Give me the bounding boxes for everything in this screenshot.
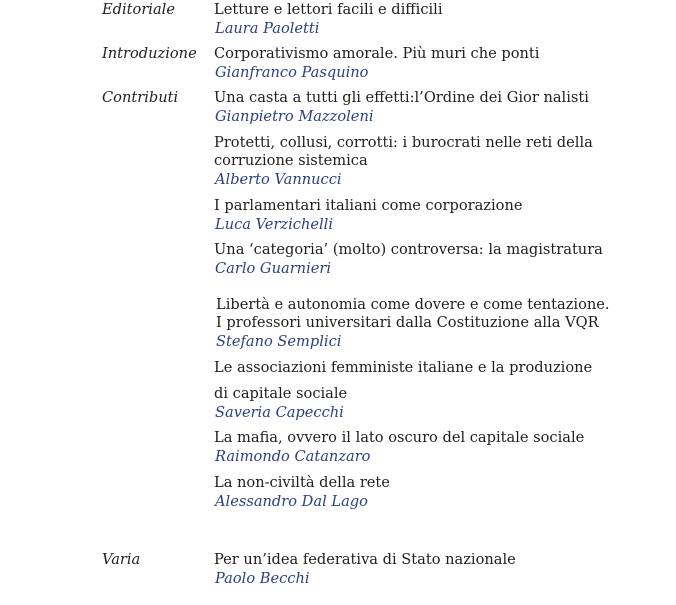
entry-title: Letture e lettori facili e difficili xyxy=(214,1,443,18)
entry-author: Gianfranco Pasquino xyxy=(215,64,369,81)
entry-title: Protetti, collusi, corrotti: i burocrati nelle reti della xyxy=(214,134,593,151)
entry-author: Stefano Semplici xyxy=(216,333,342,350)
entry-author: Carlo Guarnieri xyxy=(215,260,332,277)
section-label-contributi: Contributi xyxy=(102,89,179,106)
entry-title: Per un’idea federativa di Stato nazionale xyxy=(214,551,516,568)
section-label-introduzione: Introduzione xyxy=(102,45,197,62)
entry-title: di capitale sociale xyxy=(214,385,348,402)
entry-title: La mafia, ovvero il lato oscuro del capitale sociale xyxy=(214,429,585,446)
entry-author: Alberto Vannucci xyxy=(215,171,342,188)
entry-author: Gianpietro Mazzoleni xyxy=(215,108,374,125)
entry-title: Una ‘categoria’ (molto) controversa: la magistratura xyxy=(214,241,603,258)
entry-title: Le associazioni femministe italiane e la produzione xyxy=(214,359,593,376)
entry-title: Una casta a tutti gli effetti:l’Ordine dei Gior nalisti xyxy=(214,89,589,106)
section-label-varia: Varia xyxy=(102,551,141,568)
entry-author: Alessandro Dal Lago xyxy=(215,493,368,510)
entry-title: corruzione sistemica xyxy=(214,152,368,169)
entry-author: Luca Verzichelli xyxy=(215,216,333,233)
section-label-editoriale: Editoriale xyxy=(102,1,175,18)
entry-title: Corporativismo amorale. Più muri che ponti xyxy=(214,45,540,62)
entry-author: Paolo Becchi xyxy=(215,570,310,587)
entry-title: I professori universitari dalla Costituzione alla VQR xyxy=(216,314,599,331)
entry-title: La non-civiltà della rete xyxy=(214,474,390,491)
entry-author: Saveria Capecchi xyxy=(215,404,344,421)
entry-author: Laura Paoletti xyxy=(215,20,320,37)
entry-author: Raimondo Catanzaro xyxy=(215,448,371,465)
entry-title: I parlamentari italiani come corporazione xyxy=(214,197,523,214)
entry-title: Libertà e autonomia come dovere e come tentazione. xyxy=(216,296,610,313)
